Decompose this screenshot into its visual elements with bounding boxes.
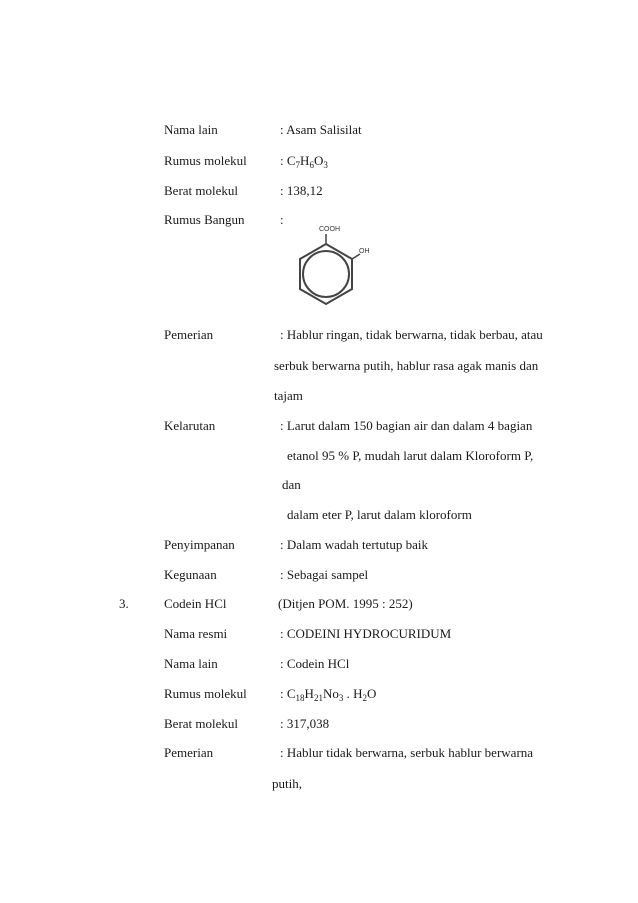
rumus-bangun-label: Rumus Bangun (164, 212, 245, 227)
kelarutan-label: Kelarutan (164, 418, 216, 433)
codein-heading: Codein HCl (164, 596, 227, 611)
kelarutan-line-2: etanol 95 % P, mudah larut dalam Kloroform P, (287, 448, 534, 463)
list-number: 3. (119, 596, 129, 611)
kelarutan-line-3: dan (282, 477, 301, 492)
codein-nama-lain-value: : Codein HCl (280, 656, 350, 671)
codein-nama-lain-label: Nama lain (164, 656, 218, 671)
codein-berat-molekul-value: : 317,038 (280, 716, 330, 731)
codein-pemerian-line-1: : Hablur tidak berwarna, serbuk hablur berwarna (280, 745, 534, 760)
codein-pemerian-line-2: putih, (272, 776, 302, 791)
codein-pemerian-label: Pemerian (164, 745, 214, 760)
kegunaan-value: : Sebagai sampel (280, 567, 369, 582)
kegunaan-label: Kegunaan (164, 567, 217, 582)
nama-resmi-label: Nama resmi (164, 626, 228, 641)
oh-label: OH (359, 248, 370, 255)
pemerian-line-1: : Hablur ringan, tidak berwarna, tidak berbau, atau (280, 327, 543, 342)
rumus-molekul-value: : $C_7H_6O_3$ (280, 153, 328, 170)
codein-berat-molekul-label: Berat molekul (164, 716, 239, 731)
aromatic-circle (303, 251, 349, 297)
salicylic-acid-structure (290, 220, 370, 315)
pemerian-label: Pemerian (164, 327, 214, 342)
pemerian-line-2: serbuk berwarna putih, hablur rasa agak manis dan (274, 358, 539, 373)
codein-rumus-molekul-label: Rumus molekul (164, 686, 247, 701)
berat-molekul-label: Berat molekul (164, 183, 239, 198)
penyimpanan-label: Penyimpanan (164, 537, 235, 552)
codein-rumus-molekul-value: : $C_{18}H_{21}No_3$ . $H_2O$ (280, 686, 377, 703)
cooh-label: COOH (319, 226, 340, 233)
nama-lain-value: : Asam Salisilat (280, 122, 362, 137)
rumus-bangun-colon: : (280, 212, 284, 227)
pemerian-line-3: tajam (274, 388, 303, 403)
codein-reference: (Ditjen POM. 1995 : 252) (278, 596, 413, 611)
rumus-molekul-label: Rumus molekul (164, 153, 247, 168)
nama-lain-label: Nama lain (164, 122, 218, 137)
benzene-ring (300, 244, 352, 304)
berat-molekul-value: : 138,12 (280, 183, 323, 198)
kelarutan-line-1: : Larut dalam 150 bagian air dan dalam 4 bagian (280, 418, 533, 433)
penyimpanan-value: : Dalam wadah tertutup baik (280, 537, 429, 552)
kelarutan-line-4: dalam eter P, larut dalam kloroform (287, 507, 472, 522)
nama-resmi-value: : CODEINI HYDROCURIDUM (280, 626, 452, 641)
